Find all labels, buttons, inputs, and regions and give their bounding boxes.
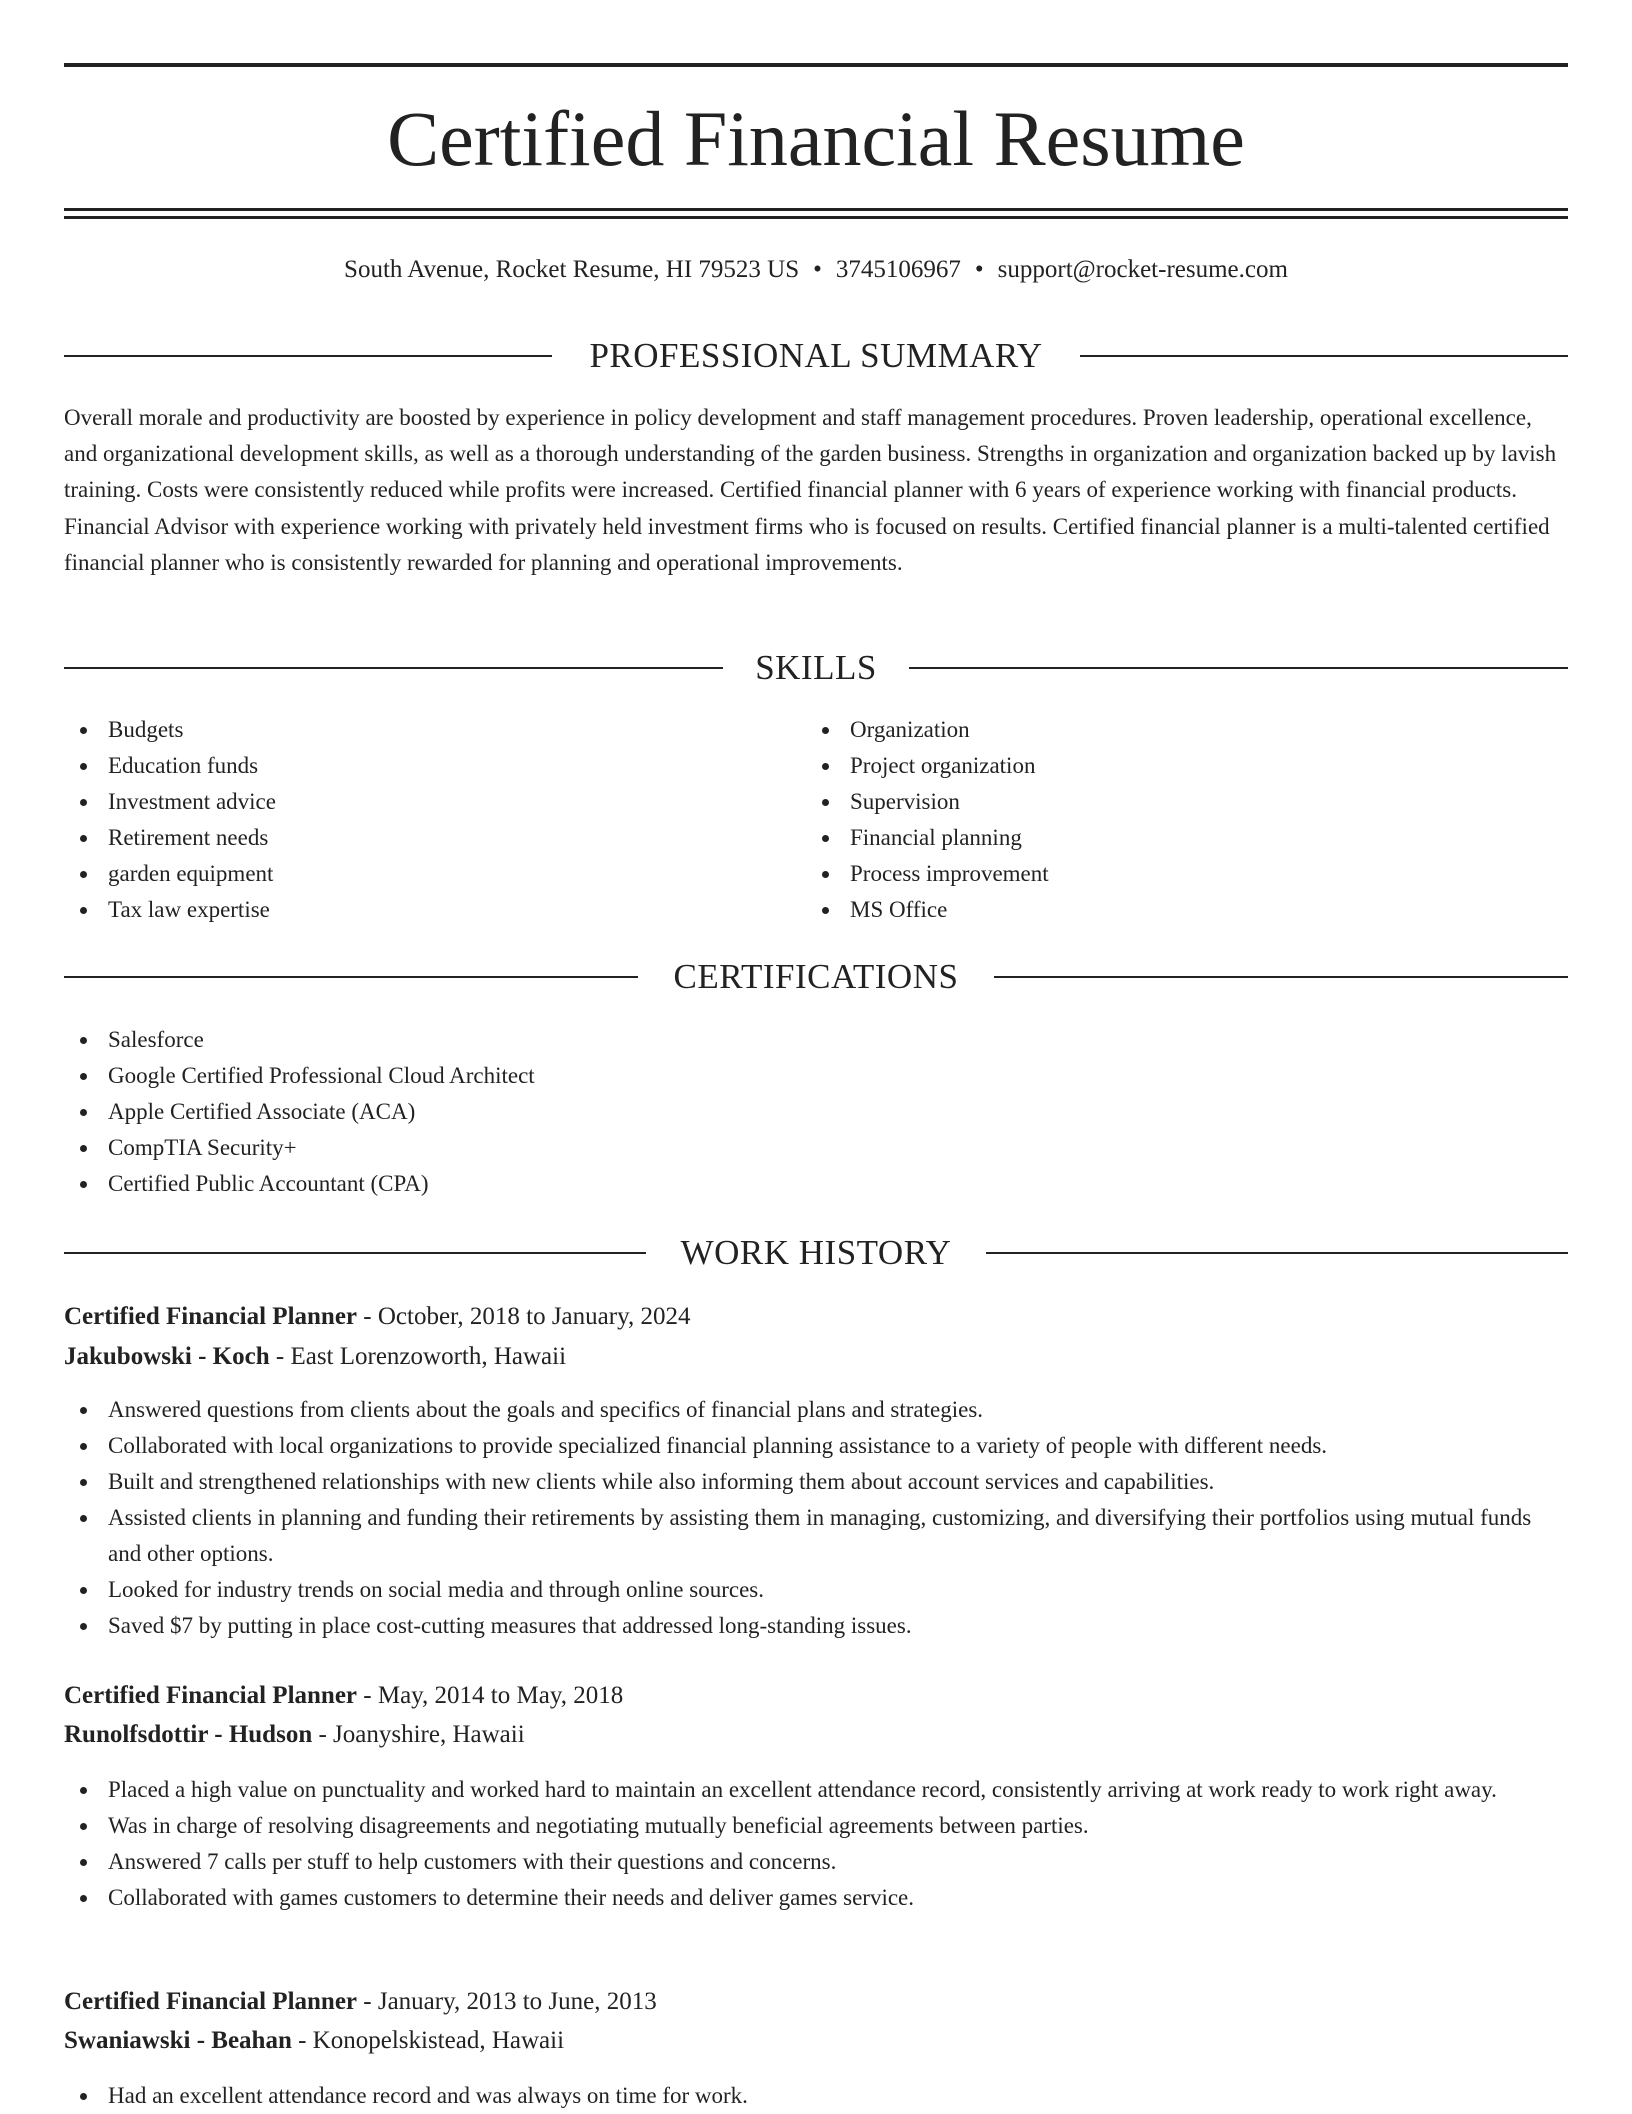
contact-email: support@rocket-resume.com: [997, 256, 1288, 283]
contact-phone: 3745106967: [835, 256, 961, 283]
title-rule-upper: [64, 208, 1568, 211]
job-company: Jakubowski - Koch: [64, 1343, 270, 1370]
section-heading-label: PROFESSIONAL SUMMARY: [589, 336, 1043, 375]
job-bullet: Assisted clients in planning and funding their retirements by assisting them in managing, customizing, and diversifying their portfolios using mutual funds and other options.: [64, 1500, 1568, 1572]
skill-item: Organization: [806, 712, 1506, 748]
certification-item: Apple Certified Associate (ACA): [64, 1094, 1568, 1130]
job-title-line: [64, 1679, 1568, 1713]
job-bullets: [64, 2078, 1568, 2114]
skill-item: Supervision: [806, 784, 1506, 820]
job-title-line: [64, 1985, 1568, 2019]
skill-item: Education funds: [64, 748, 764, 784]
job-bullet: Looked for industry trends on social media and through online sources.: [64, 1572, 1568, 1608]
job-location: - Konopelskistead, Hawaii: [291, 2027, 565, 2054]
summary-text: Overall morale and productivity are boosted by experience in policy development and staff management procedures. Proven leadership, operational excellence, and organizational development skills, as well as a thorough understanding of the garden business. Strengths in organization and organization backed up by lavish training. Costs were consistently reduced while profits were increased. Certified financial planner with 6 years of experience working with financial products. Financial Advisor with experience working with privately held investment firms who is focused on results. Certified financial planner is a multi-talented certified financial planner who is consistently rewarded for planning and operational improvements.: [64, 405, 1557, 575]
job-location: - East Lorenzoworth, Hawaii: [269, 1343, 567, 1370]
job-bullets: [64, 1772, 1568, 1916]
job-company: Swaniawski - Beahan: [64, 2027, 292, 2054]
section-heading-label: WORK HISTORY: [680, 1233, 952, 1272]
skill-item: MS Office: [806, 892, 1506, 928]
skills-list-right: [806, 712, 1506, 928]
job-bullet: Answered questions from clients about the goals and specifics of financial plans and strategies.: [64, 1392, 1568, 1428]
heading-rule: [986, 1252, 1568, 1254]
job-company-line: [64, 2024, 1568, 2058]
job-company-line: [64, 1340, 1568, 1374]
job-location: - Joanyshire, Hawaii: [312, 1721, 525, 1748]
job-bullet: Collaborated with games customers to determine their needs and deliver games service.: [64, 1880, 1568, 1916]
skill-item: Financial planning: [806, 820, 1506, 856]
contact-address: South Avenue, Rocket Resume, HI 79523 US: [344, 256, 800, 283]
section-heading-summary: [64, 334, 1568, 378]
contact-separator: •: [974, 256, 984, 283]
skill-item: Tax law expertise: [64, 892, 764, 928]
job-bullet: Saved $7 by putting in place cost-cutting measures that addressed long-standing issues.: [64, 1608, 1568, 1644]
job-title: Certified Financial Planner: [64, 1988, 358, 2015]
section-heading-work-history: [64, 1231, 1568, 1275]
skills-list-left: [64, 712, 764, 928]
contact-separator: •: [813, 256, 822, 283]
skill-item: Budgets: [64, 712, 764, 748]
heading-rule: [994, 976, 1568, 978]
job-bullets: [64, 1392, 1568, 1644]
heading-rule: [909, 667, 1568, 669]
job-company-line: [64, 1718, 1568, 1752]
job-bullet: Built and strengthened relationships with new clients while also informing them about account services and capabilities.: [64, 1464, 1568, 1500]
job-dates: - May, 2014 to May, 2018: [357, 1682, 624, 1709]
skill-item: Process improvement: [806, 856, 1506, 892]
job-bullet: Collaborated with local organizations to provide specialized financial planning assistance to a variety of people with different needs.: [64, 1428, 1568, 1464]
contact-line: [64, 254, 1568, 286]
certification-item: Google Certified Professional Cloud Architect: [64, 1058, 1568, 1094]
section-heading-certifications: [64, 955, 1568, 999]
job-company: Runolfsdottir - Hudson: [64, 1721, 313, 1748]
job-title: Certified Financial Planner: [64, 1682, 358, 1709]
section-heading-label: CERTIFICATIONS: [673, 957, 959, 996]
certification-item: Salesforce: [64, 1022, 1568, 1058]
job-title: Certified Financial Planner: [64, 1303, 358, 1330]
section-heading-label: SKILLS: [755, 648, 877, 687]
top-rule: [64, 63, 1568, 67]
heading-rule: [1080, 355, 1568, 357]
section-heading-skills: [64, 646, 1568, 690]
job-title-line: [64, 1300, 1568, 1334]
certification-item: Certified Public Accountant (CPA): [64, 1166, 1568, 1202]
job-dates: - January, 2013 to June, 2013: [357, 1988, 657, 2015]
skill-item: garden equipment: [64, 856, 764, 892]
job-bullet: Was in charge of resolving disagreements and negotiating mutually beneficial agreements between parties.: [64, 1808, 1568, 1844]
skill-item: Project organization: [806, 748, 1506, 784]
skill-item: Retirement needs: [64, 820, 764, 856]
title-rule-lower: [64, 216, 1568, 219]
skill-item: Investment advice: [64, 784, 764, 820]
job-bullet: Had an excellent attendance record and was always on time for work.: [64, 2078, 1568, 2114]
certification-item: CompTIA Security+: [64, 1130, 1568, 1166]
job-bullet: Placed a high value on punctuality and worked hard to maintain an excellent attendance record, consistently arriving at work ready to work right away.: [64, 1772, 1568, 1808]
job-bullet: Answered 7 calls per stuff to help customers with their questions and concerns.: [64, 1844, 1568, 1880]
job-dates: - October, 2018 to January, 2024: [357, 1303, 691, 1330]
resume-title: Certified Financial Resume: [387, 95, 1245, 182]
certifications-list: [64, 1022, 1568, 1202]
